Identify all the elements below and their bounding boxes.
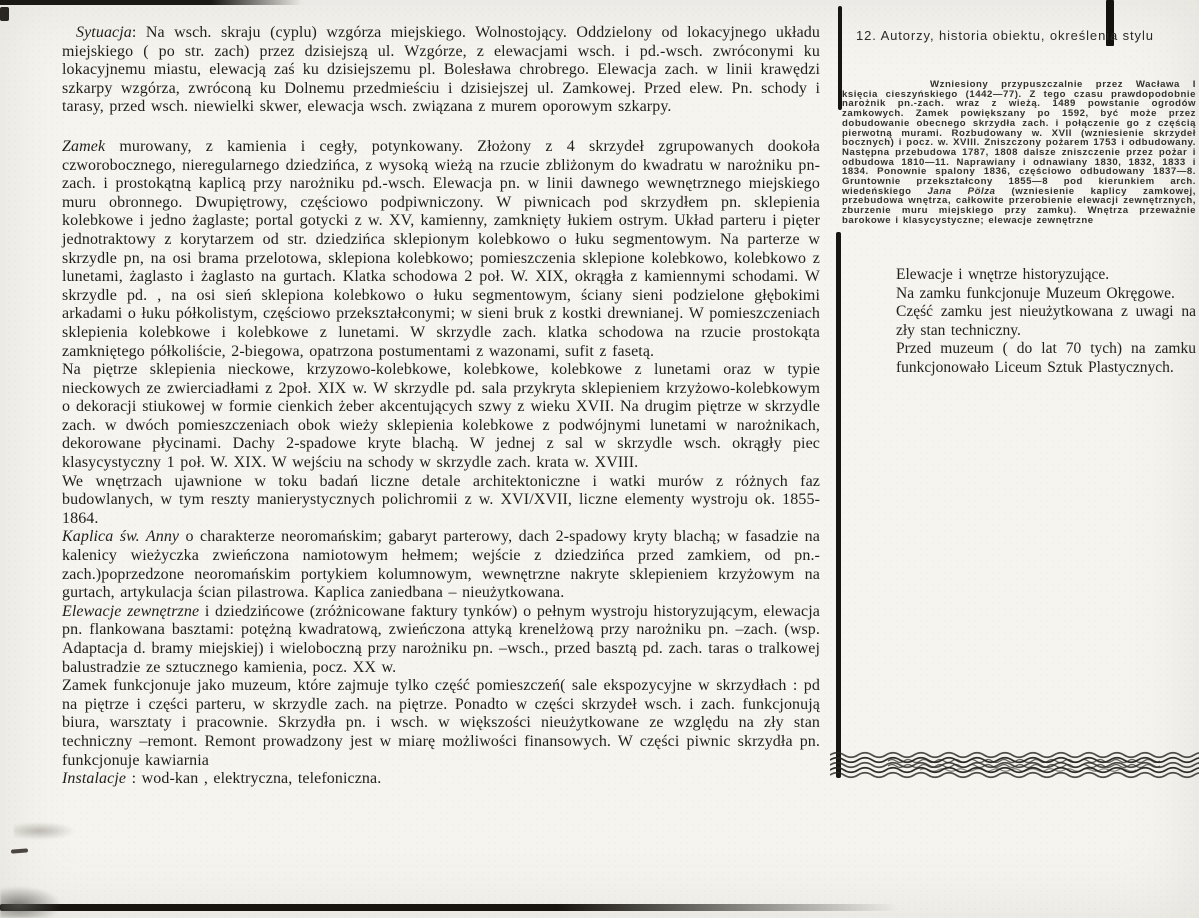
scan-smudge-left-margin bbox=[14, 822, 76, 840]
scan-mark-top-left bbox=[0, 7, 9, 21]
scan-smudge-bottom-left bbox=[0, 886, 62, 918]
paragraph-instalacje bbox=[62, 770, 820, 789]
column-rule-main-segment bbox=[836, 232, 841, 778]
paragraph-lead-italic: Instalacje bbox=[62, 770, 127, 788]
paragraph-text: : wod-kan , elektryczna, telefoniczna. bbox=[126, 770, 382, 788]
paragraph-text: i dziedzińcowe (zróżnicowane faktury tynków) o pełnym wystroju historyzującym, elewacja pn. flankowana basztami: potężną kwadratową, zwieńczona attyką krenelżową przy narożniku pn. –zach. (wsp. Adaptacja d. bramy miejskiej) i wieloboczną przy narożniku pn. –wsch., przed basztą pd. zach. taras o tralkowej balustradzie ze sztucznego kamienia, pocz. XX w. bbox=[62, 602, 821, 676]
paragraph-text: Na piętrze sklepienia nieckowe, krzyzowo-kolebkowe, kolebkowe, kolebkowe z lunetami oraz w typie nieckowych ze zwierciadłami z 2poł. XIX w. W skrzydle pd. sala przykryta sklepieniem krzyżowo-kolebkowym o dekoracji stiukowej w formie cienkich żeber akcentujących szwy z wieku XVII. Na drugim piętrze w skrzydle zach. w dwóch pomieszczeniach obok wieży sklepienia kolebkowe z podwójnymi lunetami w narożnikach, dekorowane płycinami. Dachy 2-spadowe kryte blachą. W jednej z sal w skrzydle wsch. okrągły piec klasycystyczny 1 poł. W. XIX. W wejściu na schody w skrzydle zach. krata w. XVIII. bbox=[62, 361, 820, 472]
main-text-column bbox=[62, 24, 820, 789]
paragraph-lead-italic: Elewacje zewnętrzne bbox=[62, 602, 200, 620]
printed-text-part2: (wzniesienie kaplicy zamkowej, przebudowa wnętrza, całkowite przerobienie elewacji zewnętrznych, zburzenie muru miejskiego przy zamku). Wnętrza przeważnie barokowe i klasycystyczne; elewacje zewnętrzne bbox=[842, 185, 1196, 226]
paragraph-text: murowany, z kamienia i cegły, potynkowany. Złożony z 4 skrzydeł zgrupowanych dookoła czworobocznego, nieregularnego dziedzińca, z wysoką wieżą na rzucie zbliżonym do kwadratu w narożniku pn-zach. i prostokątną kaplicą przy narożniku pd.-wsch. Elewacja pn. w linii dawnego wewnętrznego miejskiego muru obronnego. Dwupiętrowy, częściowo podpiwniczony. W piwnicach pod skrzydłem pn. sklepienia kolebkowe i jedno żaglaste; portal gotycki z w. XV, kamienny, zamknięty łukiem ostrym. Układ parteru i pięter jednotraktowy z korytarzem od str. dziedzińca sklepionym kolebkowo o łuku segmentowym. Na parterze w skrzydle pn, na osi brama przelotowa, sklepiona kolebkowo; pomieszczenia sklepione kolebkowo, kolebkowo z lunetami, żaglasto i żaglasto na gurtach. Klatka schodowa 2 poł. W. XIX, okrągła z kamiennymi schodami. W skrzydle pd. , na osi sień sklepiona kolebkowo o łuku segmentowym, ściany sieni podzielone głębokimi arkadami o łuku półkolistym, częściowo przekształconymi; w sieni bruk z kostki drewnianej. W pomieszczeniach sklepienia kolebkowe i kolebkowe z lunetami. W skrzydle zach. klatka schodowa na rzucie prostokąta zamkniętego półkoliście, 2-biegowa, opatrzona postumentami z wazonami, sufit z fasetą. bbox=[62, 137, 820, 360]
typed-notes-block bbox=[896, 266, 1196, 378]
paragraph-lead-italic: Kaplica św. Anny bbox=[62, 528, 180, 546]
scan-edge-artifact-top bbox=[0, 0, 302, 5]
paragraph-sytuacja bbox=[62, 24, 820, 117]
margin-dash-mark bbox=[11, 848, 28, 853]
typed-note: Elewacje i wnętrze historyzujące. bbox=[896, 266, 1110, 283]
paragraph-text: o charakterze neoromańskim; gabaryt parterowy, dach 2-spadowy kryty blachą; w fasadzie na kalenicy wieżyczka zwieńczona namiotowym hełmem; wejście z dziedzińca przed zamkiem, od pn.-zach.)poprzedzone neoromańskim portykiem kolumnowym, wewnętrzne nakryte sklepieniem krzyżowym na gurtach, artykulacja ścian pilastrowa. Kaplica zaniedbana – nieużytkowana. bbox=[62, 528, 820, 602]
paragraph-text: We wnętrzach ujawnione w toku badań liczne detale architektoniczne i watki murów z różnych faz budowlanych, w tym reszty manierystycznych polichromii z w. XVI/XVII, liczne elementy wystroju ok. 1855-1864. bbox=[62, 472, 820, 527]
crossed-out-text-scribble bbox=[830, 748, 1199, 782]
scan-edge-artifact-bottom bbox=[0, 904, 898, 911]
paragraph-wnetrza-badania bbox=[62, 473, 820, 529]
side-column bbox=[838, 0, 1199, 918]
paragraph-text: : Na wsch. skraju (cyplu) wzgórza miejskiego. Wolnostojący. Oddzielony od lokacyjnego układu miejskiego ( po str. zach) przez dzisiejszą ul. Wzgórze, z elewacjami wsch. i pd.-wsch. zwróconymi ku lokacyjnemu miastu, elewacją zaś ku dzisiejszemu pl. Bolesława chrobrego. Elewacja zach. w linii krawędzi szkarpy wzgórza, zwróconą ku Dolnemu przedmieściu i dzisiejszej ul. Zamkowej. Przed elew. Pn. schody i tarasy, przed wsch. niewielki skwer, elewacja wsch. związana z murem oporowym szkarpy. bbox=[62, 24, 820, 116]
printed-text-part1: Wzniesiony przypuszczalnie przez Wacława I księcia cieszyńskiego (1442—77). Z tego czasu prawdopodobnie narożnik pn.-zach. wraz z wieżą. 1489 powstanie ogrodów zamkowych. Zamek powiększany po 1592, być może przez dobudowanie obecnego skrzydła zach. i połączenie go z częścią pierwotną murami. Rozbudowany w. XVII (wzniesienie skrzydeł bocznych) i pocz. w. XVIII. Zniszczony pożarem 1753 i odbudowany. Następna przebudowa 1787, 1808 dalsze zniszczenie przez pożar i odbudowa 1810—11. Naprawiany i odnawiany 1830, 1832, 1833 i 1834. Ponownie spalony 1836, częściowo odbudowany 1837—8. Gruntownie przekształcony 1855—8 pod kierunkiem arch. wiedeńskiego bbox=[842, 79, 1196, 197]
paragraph-lead-italic: Zamek bbox=[62, 137, 106, 155]
typed-note: Przed muzeum ( do lat 70 tych) na zamku funkcjonowało Liceum Sztuk Plastycznych. bbox=[896, 340, 1196, 376]
paragraph-muzeum bbox=[62, 677, 820, 770]
paragraph-text: Zamek funkcjonuje jako muzeum, które zajmuje tylko część pomieszczeń( sale ekspozycyjne w skrzydłach : pd na piętrze i części parteru, w skrzydle zach. na piętrze. Ponadto w części skrzydeł wsch. i zach. funkcjonują biura, warsztaty i pracownie. Skrzydła pn. i wsch. w większości nieużytkowane ze względu na zły stan techniczny –remont. Remont prowadzony jest w miarę możliwości finansowych. W części piwnic skrzydła pn. funkcjonuje kawiarnia bbox=[62, 677, 820, 769]
typed-note: Część zamku jest nieużytkowana z uwagi na zły stan techniczny. bbox=[896, 303, 1196, 339]
printed-text-architect-name: Jana Pölza bbox=[927, 185, 996, 197]
printed-history-text bbox=[842, 80, 1196, 226]
typed-note: Na zamku funkcjonuje Muzeum Okręgowe. bbox=[896, 284, 1175, 302]
section-header: 12. Autorzy, historia obiektu, określenia stylu bbox=[856, 28, 1154, 43]
paragraph-kaplica bbox=[62, 528, 820, 602]
paragraph-lead-italic: Sytuacja bbox=[76, 24, 132, 41]
paragraph-pietro bbox=[62, 361, 820, 473]
paragraph-elewacje bbox=[62, 603, 820, 677]
paragraph-zamek-opis bbox=[62, 138, 820, 361]
